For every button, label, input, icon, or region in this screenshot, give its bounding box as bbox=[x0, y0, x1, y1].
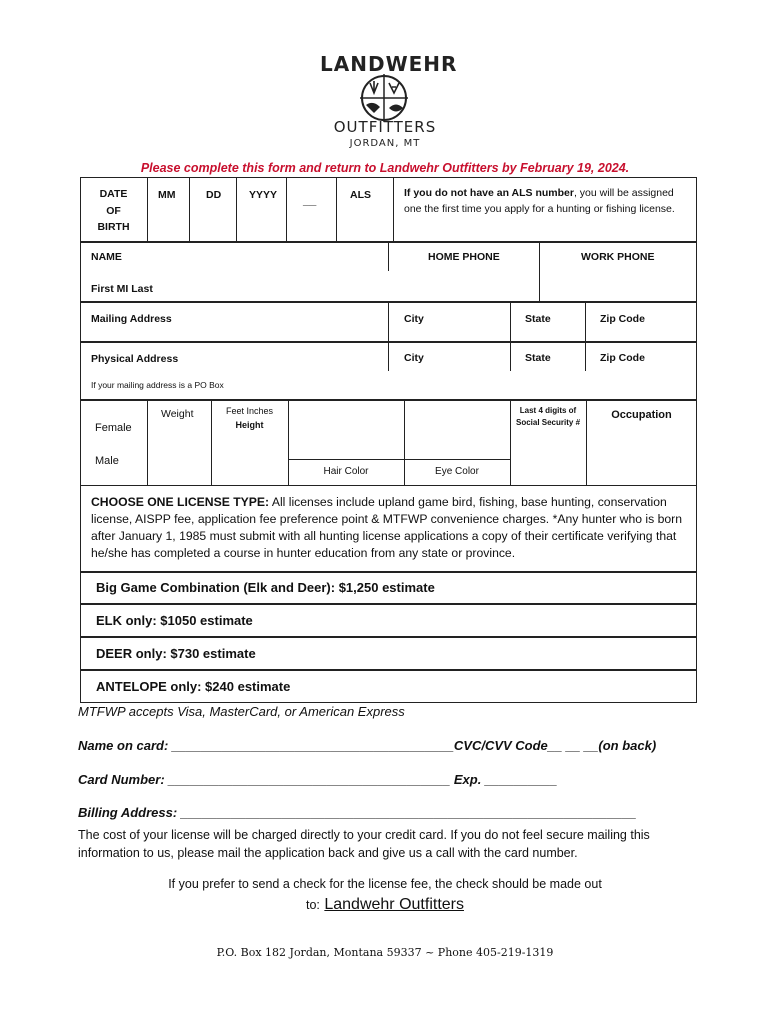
billing-address-field[interactable]: Billing Address: _______________________________________________________________ bbox=[78, 805, 637, 820]
license-option-antelope[interactable]: ANTELOPE only: $240 estimate bbox=[80, 670, 697, 703]
als-label[interactable]: ALS bbox=[350, 189, 371, 201]
als-note bbox=[404, 186, 689, 217]
mailing-city-label[interactable]: City bbox=[404, 313, 424, 325]
occupation-label[interactable]: Occupation bbox=[611, 409, 672, 421]
emblem-antler-right bbox=[389, 83, 399, 93]
form-instruction: Please complete this form and return to Landwehr Outfitters by February 19, 2024. bbox=[140, 161, 630, 175]
weight-label[interactable]: Weight bbox=[161, 408, 194, 420]
physical-address-label[interactable]: Physical Address bbox=[91, 353, 179, 365]
home-phone-label[interactable]: HOME PHONE bbox=[428, 251, 500, 263]
physical-state-label[interactable]: State bbox=[525, 352, 551, 364]
dob-dd[interactable]: DD bbox=[206, 189, 222, 201]
name-format: First MI Last bbox=[91, 283, 153, 295]
height-label[interactable]: Height bbox=[235, 420, 264, 430]
license-heading-bold: CHOOSE ONE LICENSE TYPE: bbox=[91, 495, 270, 509]
emblem-fish bbox=[389, 105, 403, 112]
dob-label-1: DATE bbox=[99, 188, 128, 200]
physical-note: If your mailing address is a PO Box bbox=[91, 380, 224, 390]
name-on-card-field[interactable]: Name on card: _______________________________________CVC/CVV Code__ __ __(on back) bbox=[78, 738, 657, 753]
physical-city-label[interactable]: City bbox=[404, 352, 424, 364]
dob-label-3: BIRTH bbox=[97, 221, 130, 233]
mailing-state-label[interactable]: State bbox=[525, 313, 551, 325]
physical-zip-label[interactable]: Zip Code bbox=[600, 352, 645, 364]
hair-color-label[interactable]: Hair Color bbox=[323, 466, 369, 477]
accepts-note: MTFWP accepts Visa, MasterCard, or American Express bbox=[78, 704, 405, 719]
license-option-elk[interactable]: ELK only: $1050 estimate bbox=[80, 604, 697, 637]
logo-sub: OUTFITTERS bbox=[333, 118, 437, 136]
gender-male[interactable]: Male bbox=[95, 455, 119, 467]
gender-female[interactable]: Female bbox=[95, 422, 132, 434]
emblem-antler-left bbox=[370, 81, 378, 93]
card-number-field[interactable]: Card Number: _______________________________________ Exp. __________ bbox=[78, 772, 558, 787]
payee-name: Landwehr Outfitters bbox=[324, 896, 464, 913]
to-label: to: bbox=[306, 898, 320, 912]
logo-emblem-icon bbox=[356, 73, 412, 123]
als-note-rest: , you will be assigned one the first time you apply for a hunting or fishing license. bbox=[404, 187, 675, 215]
mailing-zip-label[interactable]: Zip Code bbox=[600, 313, 645, 325]
payee-line bbox=[0, 896, 770, 914]
als-note-bold: If you do not have an ALS number bbox=[404, 187, 574, 199]
license-heading bbox=[91, 494, 691, 562]
dob-yyyy[interactable]: YYYY bbox=[249, 189, 278, 201]
name-label[interactable]: NAME bbox=[91, 251, 122, 263]
logo-name: LANDWEHR bbox=[320, 52, 458, 76]
eye-color-label[interactable]: Eye Color bbox=[435, 466, 479, 477]
dob-mm[interactable]: MM bbox=[158, 189, 176, 201]
logo-location: JORDAN, MT bbox=[349, 138, 421, 149]
ssn-label-1: Last 4 digits of bbox=[519, 406, 577, 415]
mailing-address-label[interactable]: Mailing Address bbox=[91, 313, 172, 325]
emblem-bird bbox=[366, 103, 380, 113]
work-phone-label[interactable]: WORK PHONE bbox=[581, 251, 655, 263]
ssn-label-2[interactable]: Social Security # bbox=[515, 418, 581, 427]
charged-note: The cost of your license will be charged directly to your credit card. If you do not feel secure mailing this information to us, please mail the application back and give us a call with the card number. bbox=[78, 828, 650, 860]
dob-dash: __ bbox=[303, 193, 317, 207]
check-note: If you prefer to send a check for the license fee, the check should be made out bbox=[168, 877, 602, 891]
license-option-big-game[interactable]: Big Game Combination (Elk and Deer): $1,250 estimate bbox=[80, 571, 697, 604]
feet-inches-label: Feet Inches bbox=[225, 406, 274, 416]
license-heading-rest: All licenses include upland game bird, fishing, base hunting, conservation license, AISPP fee, application fee preference point & MTFWP convenience charges. *Any hunter who is born after January 1, 1985 must submit with all hunting license applications a copy of their certificate verifying that he/she has completed a course in hunter education from any state or province. bbox=[91, 495, 682, 560]
license-option-deer[interactable]: DEER only: $730 estimate bbox=[80, 637, 697, 670]
dob-label-2: OF bbox=[106, 205, 121, 217]
footer-address: P.O. Box 182 Jordan, Montana 59337 ~ Phone 405-219-1319 bbox=[216, 946, 554, 959]
